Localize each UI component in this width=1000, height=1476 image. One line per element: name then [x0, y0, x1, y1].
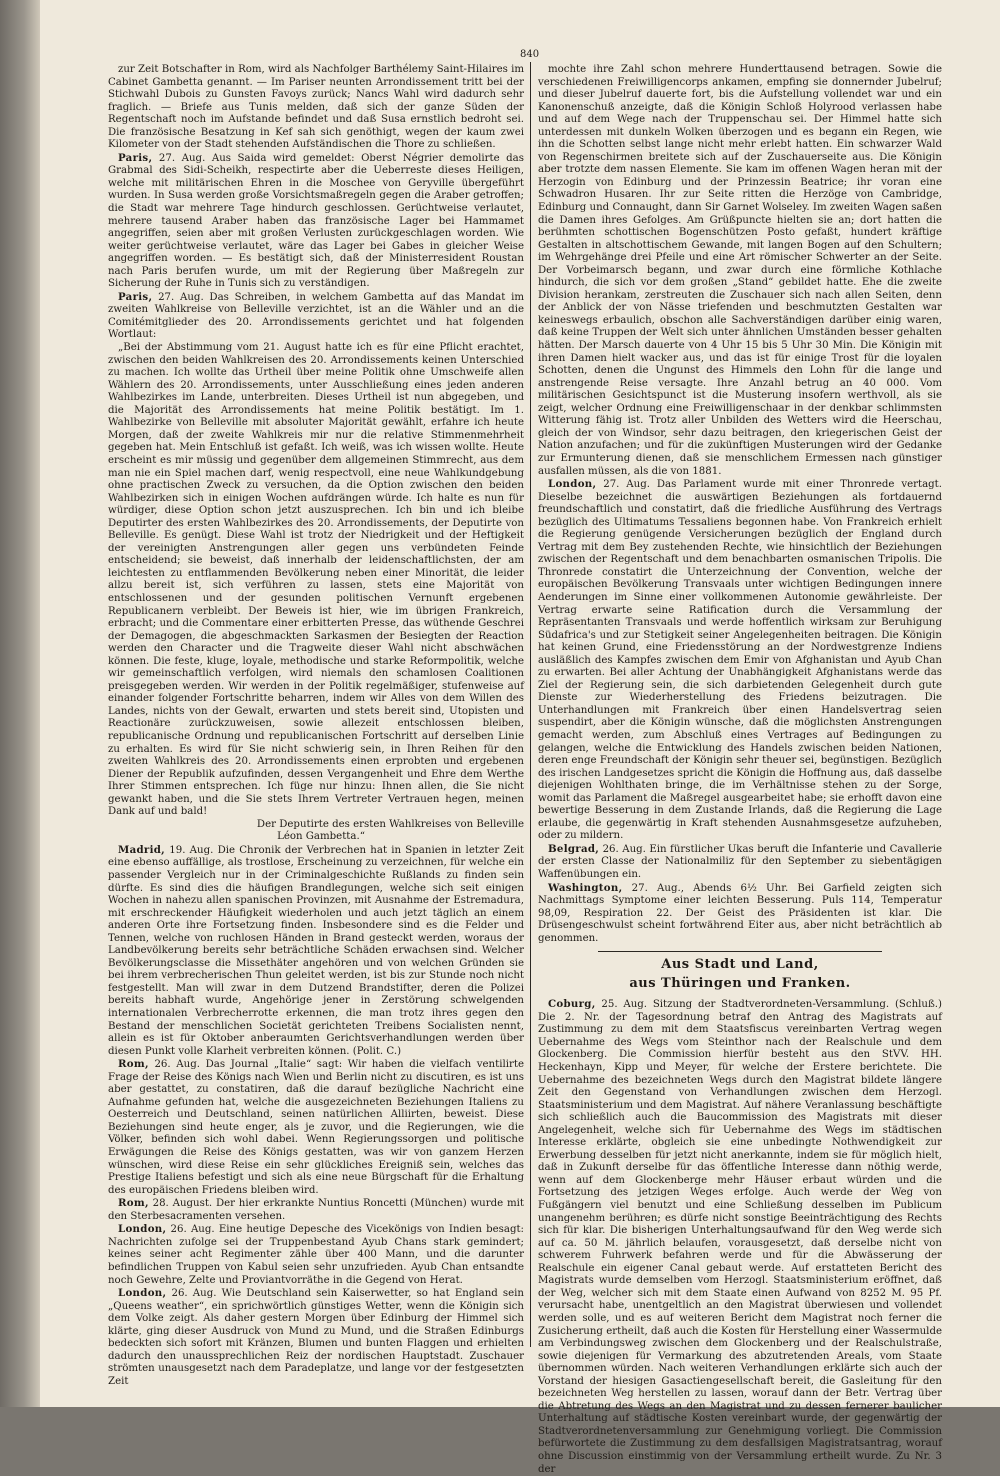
paragraph-text: 26. Aug. Ein fürstlicher Ukas beruft die Infanterie und Cavallerie der ersten Classe der Nationalmiliz für den September zu siebentägigen Waffenübungen ein. [538, 843, 942, 880]
paragraph-text: 27. Aug. Aus Saida wird gemeldet: Oberst Négrier demolirte das Grabmal des Sidi-Scheikh, respectirte aber die Ueberreste dieses Heiligen, welche mit militärischen Ehren in die Moschee von Geryville übergeführt wurden. In Susa werden große Vorsichtsmaßregeln gegen die Araber getroffen; die Stadt war mehrere Tage hindurch geschlossen. Gerüchtweise verlautet, mehrere tausend Araber haben das französische Lager bei Hammamet angegriffen, seien aber mit großen Verlusten zurückgeschlagen worden. Wie weiter gerüchtweise verlautet, wäre das Lager bei Gabes in gleicher Weise angegriffen worden. — Es bestätigt sich, daß der Ministerresident Roustan nach Paris berufen wurde, um mit der Regierung über Maßregeln zur Sicherung der Ruhe in Tunis sich zu verständigen. [108, 152, 524, 290]
article-paragraph [108, 831, 524, 844]
article-paragraph [108, 291, 524, 342]
paragraph-text: zur Zeit Botschafter in Rom, wird als Nachfolger Barthélemy Saint-Hilaires im Cabinet Gambetta genannt. — Im Pariser neunten Arrondissement tritt bei der Stichwahl Dubois zu Gunsten Favoys zurück; Nancs Wahl wird dadurch sehr fraglich. — Briefe aus Tunis melden, daß sich der ganze Süden der Regentschaft noch im Aufstande befindet und daß Susa ernstlich bedroht sei. Die französische Besatzung in Kef sah sich genöthigt, wegen der kaum zwei Kilometer von der Stadt stehenden Aufständischen die Thore zu schließen. [108, 64, 524, 151]
dateline: Madrid, [118, 843, 166, 856]
paragraph-text: 28. August. Der hier erkrankte Nuntius Roncetti (München) wurde mit den Sterbesacramenten versehen. [108, 1198, 524, 1222]
dateline: Rom, [118, 1058, 149, 1071]
right-column [538, 64, 942, 1475]
article-paragraph [108, 1287, 524, 1388]
dateline: Washington, [548, 881, 623, 894]
article-paragraph [538, 64, 942, 478]
section-title-line-1: Aus Stadt und Land, [661, 957, 819, 973]
article-paragraph [108, 819, 524, 832]
article-paragraph [108, 844, 524, 1058]
paragraph-text: 26. Aug. Das Journal „Italie“ sagt: Wir haben die vielfach ventilirte Frage der Reise des Königs nach Wien und Berlin nicht zu discutiren, es ist uns aber gestattet, zu constatiren, daß die darauf bezügliche Nachricht eine Aufnahme gefunden hat, welche die ausgezeichneten Beziehungen Italiens zu Oesterreich und Deutschland, seinen natürlichen Alliirten, beweist. Diese Beziehungen sind heute enger, als je zuvor, und die Regierungen, wie die Völker, befinden sich wohl dabei. Wenn Regierungssorgen und politische Erwägungen die Reise des Königs gestatten, was wir von ganzem Herzen wünschen, wird diese Reise ein sehr glückliches Ereigniß sein, welches das Prestige Italiens befestigt und sich als eine neue Bürgschaft für die Erhaltung des europäischen Friedens bleiben wird. [108, 1059, 524, 1196]
article-paragraph [108, 342, 524, 819]
section-divider [598, 951, 882, 952]
section-title-line-2: aus Thüringen und Franken. [629, 976, 851, 992]
paragraph-text: 26. Aug. Eine heutige Depesche des Vicekönigs von Indien besagt: Nachrichten zufolge sei der Truppenbestand Ayub Chans stark gemindert; keines seiner acht Regimenter zähle über 400 Mann, und die darunter befindlichen Truppen von Kabul seien sehr unzufrieden. Ayub Chan entsandte noch Gewehre, Zelte und Proviantvorräthe in die Gegend von Herat. [108, 1224, 524, 1286]
column-divider [530, 62, 531, 1347]
paragraph-text: „Bei der Abstimmung vom 21. August hatte ich es für eine Pflicht erachtet, zwischen den beiden Wahlkreisen des 20. Arrondissements keinen Unterschied zu machen. Ich wollte das Urtheil über meine Politik ohne Umschweife allen Wählern des 20. Arrondissements, unter Ausschließung eines jeden anderen Wahlbezirkes im Lande, unterbreiten. Dieses Urtheil ist nun abgegeben, und die Majorität des Arrondissements hat meine Politik bestätigt. Im 1. Wahlbezirke von Belleville mit absoluter Majorität gewählt, erfahre ich heute Morgen, daß der zweite Wahlkreis mir nur die relative Stimmenmehrheit gegeben hat. Mein Entschluß ist gefaßt. Ich weiß, was ich wissen wollte. Heute erscheint es mir müssig und gegenüber dem allgemeinen Stimmrecht, aus dem man nie ein Spiel machen darf, wenig respectvoll, eine neue Wahlkundgebung ohne practischen Zweck zu versuchen, da die Option zwischen den beiden Wahlbezirken sich in einigen Wochen aufdrängen würde. Ich halte es nun für würdiger, diese Option schon jetzt auszusprechen. Ich bin und ich bleibe Deputirter des ersten Wahlbezirkes des 20. Arrondissements, der Deputirte von Belleville. Es genügt. Diese Wahl ist trotz der Niedrigkeit und der Heftigkeit der vereinigten Anstrengungen aller gegen uns verbündeten Feinde entscheidend; sie beweist, daß innerhalb der leidenschaftlichsten, der am leichtesten zu entflammenden Bevölkerung neben einer Minorität, die leider allzu bereit ist, sich verführen zu lassen, stets eine Majorität von entschlossenen und der gesunden politischen Vernunft ergebenen Republicanern verbleibt. Der Beweis ist hier, wie im übrigen Frankreich, erbracht; und die Commentare einer erbitterten Presse, das wüthende Geschrei der Demagogen, die abgeschmackten Sarkasmen der Besiegten der Reaction werden den Character und die Tragweite dieser Wahl nicht abschwächen können. Die feste, kluge, loyale, methodische und starke Reformpolitik, welche wir gemeinschaftlich verfolgen, wird niemals den schamlosen Coalitionen preisgegeben werden. Wir werden in der Politik regelmäßiger, stufenweise auf einander folgender Fortschritte beharren, indem wir Alles von dem Willen des Landes, nichts von der Gewalt, erwarten und stets bereit sind, Utopisten und Reactionäre zurückzuweisen, sowie allezeit entschlossen bleiben, republicanische Ordnung und republicanischen Fortschritt auf derselben Linie zu erhalten. Es wird für Sie nicht schwierig sein, in Ihren Reihen für den zweiten Wahlkreis des 20. Arrondissements einen erprobten und ergebenen Diener der Republik aufzufinden, dessen Vergangenheit und Ehre dem Werthe Ihrer Stimmen entsprechen. Ich füge nur hinzu: Ihnen allen, die Sie nicht gewankt haben, und die Sie stets Ihrem Vertreter Vertrauen hegen, meinen Dank auf und bald! [108, 342, 524, 818]
article-paragraph [538, 843, 942, 882]
dateline: Paris, [118, 151, 153, 164]
article-paragraph [108, 1058, 524, 1197]
right-column-local-news [538, 998, 942, 1476]
paragraph-text: 27. Aug., Abends 6½ Uhr. Bei Garfield zeigten sich Nachmittags Symptome einer leichten Besserung. Puls 114, Temperatur 98,09, Respiration 22. Der Geist des Präsidenten ist klar. Die Drüsengeschwulst scheint fortwährend Eiter aus, aber nicht beträchtlich ab genommen. [538, 882, 942, 944]
article-paragraph [108, 1223, 524, 1287]
page-number: 840 [520, 49, 540, 60]
paragraph-text: 27. Aug. Das Parlament wurde mit einer Thronrede vertagt. Dieselbe bezeichnet die auswärtigen Beziehungen als fortdauernd freundschaftlich und constatirt, daß die friedliche Ausführung des Vertrags bezüglich des Ultimatums Tessaliens begonnen habe. Von Frankreich erhielt die Regierung genügende Versicherungen bezüglich der England durch Vertrag mit dem Bey zustehenden Rechte, wie hinsichtlich der Beziehungen zwischen der Regentschaft und dem benachbarten osmanischen Tripolis. Die Thronrede constatirt die Unterzeichnung der Convention, welche der europäischen Bevölkerung Transvaals unter wichtigen Bedingungen innere Aenderungen im Sinne einer vollkommenen Autonomie gewährleiste. Der Vertrag erwarte seine Ratification durch die Versammlung der Repräsentanten Transvaals und werde hoffentlich wirksam zur Beruhigung Südafrica's und zur Stetigkeit seiner Angelegenheiten beitragen. Die Königin hat keinen Grund, eine Friedensstörung an der Nordwestgrenze Indiens ausläßlich des Kampfes zwischen dem Emir von Afghanistan und Ayub Chan zu erwarten. Bei aller Achtung der Unabhängigkeit Afghanistans werde das Ziel der Regierung sein, die sich darbietenden Gelegenheit durch gute Dienste zur Wiederherstellung des Friedens beizutragen. Die Unterhandlungen mit Frankreich über einen Handelsvertrag seien suspendirt, aber die Königin wünsche, daß die möglichsten Anstrengungen gemacht werden, zum Abschluß eines Vertrages auf Bedingungen zu gelangen, welche die Entwicklung des Handels zwischen beiden Nationen, deren enge Freundschaft der Königin sehr theuer sei, begünstigen. Bezüglich des irischen Landgesetzes spricht die Königin die Hoffnung aus, daß dasselbe diejenigen Wohlthaten bringe, die im Verhältnisse stehen zu der Sorge, womit das Parlament die Maßregel ausgearbeitet habe; sie erhofft davon eine bewertige Besserung in dem Zustande Irlands, daß die Regierung die Lage erlaube, die gegenwärtig in Kraft stehenden Ausnahmsgesetze aufzuheben, oder zu mildern. [538, 479, 942, 842]
dateline: London, [118, 1223, 167, 1236]
dateline: London, [118, 1287, 167, 1300]
paragraph-text: 25. Aug. Sitzung der Stadtverordneten-Versammlung. (Schluß.) Die 2. Nr. der Tagesordnung betraf den Antrag des Magistrats auf Zustimmung zu dem mit dem Staatsfiscus vereinbarten Vertrag wegen Uebernahme des Wegs vom Steinthor nach der Realschule und dem Glockenberg. Die Commission hierfür besteht aus den StVV. HH. Heckenhayn, Kipp und Meyer, für welche der Erstere berichtete. Die Uebernahme des bezeichneten Wegs durch den Magistrat bildete längere Zeit den Gegenstand von Verhandlungen zwischen dem Herzogl. Staatsministerium und dem Magistrat. Auf nähere Veranlassung beschäftigte sich schließlich auch die Baucommission des Magistrats mit dieser Angelegenheit, welche sich für Uebernahme des Wegs im städtischen Interesse erklärte, obgleich sie eine unbedingte Nothwendigkeit zur Erwerbung desselben für jetzt nicht anerkannte, indem sie für möglich hielt, daß in Zukunft derselbe für das öffentliche Interesse dann nöthig werde, wenn auf dem Glockenberge mehr Häuser erbaut würden und die Fortsetzung des jetzigen Weges erfolge. Auch werde der Weg von Fußgängern viel benutzt und eine Schließung desselben im Publicum unangenehm berühren; es dürfe nicht sonstige Beeinträchtigung des Rechts sich für klar. Die bisherigen Unterhaltungsaufwand für den Weg werde sich auf ca. 50 M. jährlich belaufen, vorausgesetzt, daß derselbe nicht von schwerem Fuhrwerk befahren werde und für die Abwässerung der Realschule ein eigener Canal gebaut werde. Auf erstatteten Bericht des Magistrats wurde demselben vom Herzogl. Staatsministerium eröffnet, daß der Weg, welcher sich mit dem Staate einen Aufwand von 8252 M. 95 Pf. verursacht habe, unentgeltlich an den Magistrat überwiesen und vollendet werden solle, und es auf weiteren Bericht dem Magistrat noch ferner die Zusicherung ertheilt, daß auch die Kosten für Herstellung einer Wassermulde am Verbindungsweg zwischen dem Glockenberg und der Realschulstraße, sowie diejenigen für Vermarkung des abzutretenden Areals, vom Staate übernommen würden. Nach weiteren Verhandlungen erklärte sich auch der Vorstand der hiesigen Gasactiengesellschaft bereit, die Gasleitung für den bezeichneten Weg herstellen zu lassen, worauf dann der Betr. Vertrag über die Abtretung des Wegs an den Magistrat und zu dessen fernerer baulicher Unterhaltung auf städtische Kosten vereinbart wurde, der gegenwärtig der Stadtverordnetenversammlung zur Genehmigung vorliegt. Die Commission befürwortete die Zustimmung zu dem desfallsigen Magistratsantrag, worauf ohne Discussion einstimmig von der Versammlung ertheilt wurde. Zu Nr. 3 der [538, 999, 942, 1475]
paragraph-text: 19. Aug. Die Chronik der Verbrechen hat in Spanien in letzter Zeit eine ebenso auffällige, als trostlose, Erscheinung zu verzeichnen, für welche ein passender Vergleich nur in der Criminalgeschichte Rußlands zu finden sein dürfte. Es sind dies die häufigen Brandlegungen, welche sich seit einigen Wochen in nahezu allen spanischen Provinzen, mit Ausnahme der Estremadura, mit erschreckender Häufigkeit wiederholen und auch jetzt täglich an einem anderen Orte ihre Fortsetzung finden. Insbesondere sind es die Felder und Tennen, welche von ruchlosen Händen in Brand gesteckt werden, woraus der Landbevölkerung bereits sehr beträchtliche Schäden erwachsen sind. Welcher Bevölkerungsclasse die Missethäter angehören und von welchen Gründen sie bei ihrem verbrecherischen Thun geleitet werden, ist bis zur Stunde noch nicht festgestellt. Man will zwar in dem Dutzend Brandstifter, deren die Polizei bereits habhaft wurde, Angehörige jener in Zerstörung schwelgenden internationalen Verbrecherrotte erkennen, die man trotz ihres gegen den Bestand der menschlichen Societät gerichteten Treibens Socialisten nennt, allein es ist für Oktober anberaumten Gerichtsverhandlungen werden über diesen Punkt volle Klarheit verbreiten können. (Polit. C.) [108, 844, 524, 1057]
article-paragraph [538, 998, 942, 1476]
book-binding-edge [0, 0, 40, 1407]
article-paragraph [108, 64, 524, 152]
dateline: Belgrad, [548, 842, 600, 855]
dateline: Rom, [118, 1197, 149, 1210]
paragraph-text: 27. Aug. Das Schreiben, in welchem Gambetta auf das Mandat im zweiten Wahlkreise von Belleville verzichtet, ist an die Wähler und an die Comitémitglieder des 20. Arrondissements gerichtet und hat folgenden Wortlaut: [108, 291, 524, 341]
paragraph-text: Der Deputirte des ersten Wahlkreises von Belleville [256, 818, 524, 830]
article-paragraph [108, 1197, 524, 1223]
left-column [108, 64, 524, 1387]
article-paragraph [538, 478, 942, 843]
article-paragraph [108, 152, 524, 291]
paragraph-text: mochte ihre Zahl schon mehrere Hunderttausend betragen. Sowie die verschiedenen Freiwilligencorps ankamen, empfing sie donnernder Jubelruf; und dieser Jubelruf dauerte fort, bis die Aufstellung vollendet war und ein Kanonenschuß anzeigte, daß die Königin Schloß Holyrood verlassen habe und auf dem Wege nach der Truppenschau sei. Der Himmel hatte sich unterdessen mit dunkeln Wolken überzogen und es begann ein Regen, wie ihn die Schotten selbst lange nicht mehr erlebt hatten. Ein schwarzer Wald von Regenschirmen breitete sich auf der Zuschauerseite aus. Die Königin aber trotzte dem nassen Elemente. Sie kam im offenen Wagen heran mit der Herzogin von Edinburg und der Prinzessin Beatrice; ihr voran eine Schwadron Husaren. Ihr zur Seite ritten die Herzöge von Cambridge, Edinburg und Connaught, dann Sir Garnet Wolseley. Im zweiten Wagen saßen die Damen ihres Gefolges. Am Grüßpuncte hielten sie an; dort hatten die berühmten schottischen Bogenschützen Posto gefaßt, hundert kräftige Gestalten in altschottischem Gewande, mit langen Bogen auf den Schultern; im Wehrgehänge drei Pfeile und eine Art römischer Schwerter an der Seite. Der Vorbeimarsch begann, und zwar durch eine förmliche Kothlache hindurch, die sich vor dem großen „Stand“ gebildet hatte. Ehe die zweite Division herankam, zerstreuten die Zuschauer sich nach allen Seiten, denn der Anblick der von Nässe triefenden und beschmutzten Gestalten war keineswegs erbaulich, obschon alle Sachverständigen darüber einig waren, daß keine Truppen der Welt sich unter ähnlichen Umständen besser gehalten hätten. Der Marsch dauerte von 4 Uhr 15 bis 5 Uhr 30 Min. Die Königin mit ihren Damen hielt wacker aus, und das ist für einige Trost für die loyalen Schotten, denen die Ungunst des Himmels den Lohn für die lange und anstrengende Reise versagte. Ihre Anzahl betrug an 40 000. Vom militärischen Gesichtspunct ist die Musterung insofern werthvoll, als sie zeigt, welcher Ordnung eine Freiwilligenschaar in der denkbar schlimmsten Witterung fähig ist. Trotz aller Unbilden des Wetters wird die Heerschau, gleich der von Windsor, sehr dazu beitragen, den kriegerischen Geist der Nation anzufachen; und für die zukünftigen Musterungen wird der Gedanke zur Ermunterung dienen, daß sie menschlichem Ermessen nach günstiger ausfallen müssen, als die von 1881. [538, 64, 942, 477]
paragraph-text: 26. Aug. Wie Deutschland sein Kaiserwetter, so hat England sein „Queens weather“, ein sprichwörtlich günstiges Wetter, wenn die Königin sich dem Volke zeigt. Als daher gestern Morgen über Edinburg der Himmel sich klärte, ging dieser Ausdruck von Mund zu Mund, und die Straßen Edinburgs bedeckten sich sofort mit Kränzen, Blumen und bunten Flaggen und erhielten dadurch den unaussprechlichen Reiz der nordischen Hauptstadt. Zuschauer strömten unausgesetzt nach dem Paradeplatze, und lange vor der festgesetzten Zeit [108, 1288, 524, 1387]
paragraph-text: Léon Gambetta.“ [277, 831, 365, 843]
article-paragraph [538, 882, 942, 946]
dateline: Coburg, [548, 998, 596, 1011]
dateline: London, [548, 478, 597, 491]
right-column-news [538, 64, 942, 945]
dateline: Paris, [118, 290, 153, 303]
